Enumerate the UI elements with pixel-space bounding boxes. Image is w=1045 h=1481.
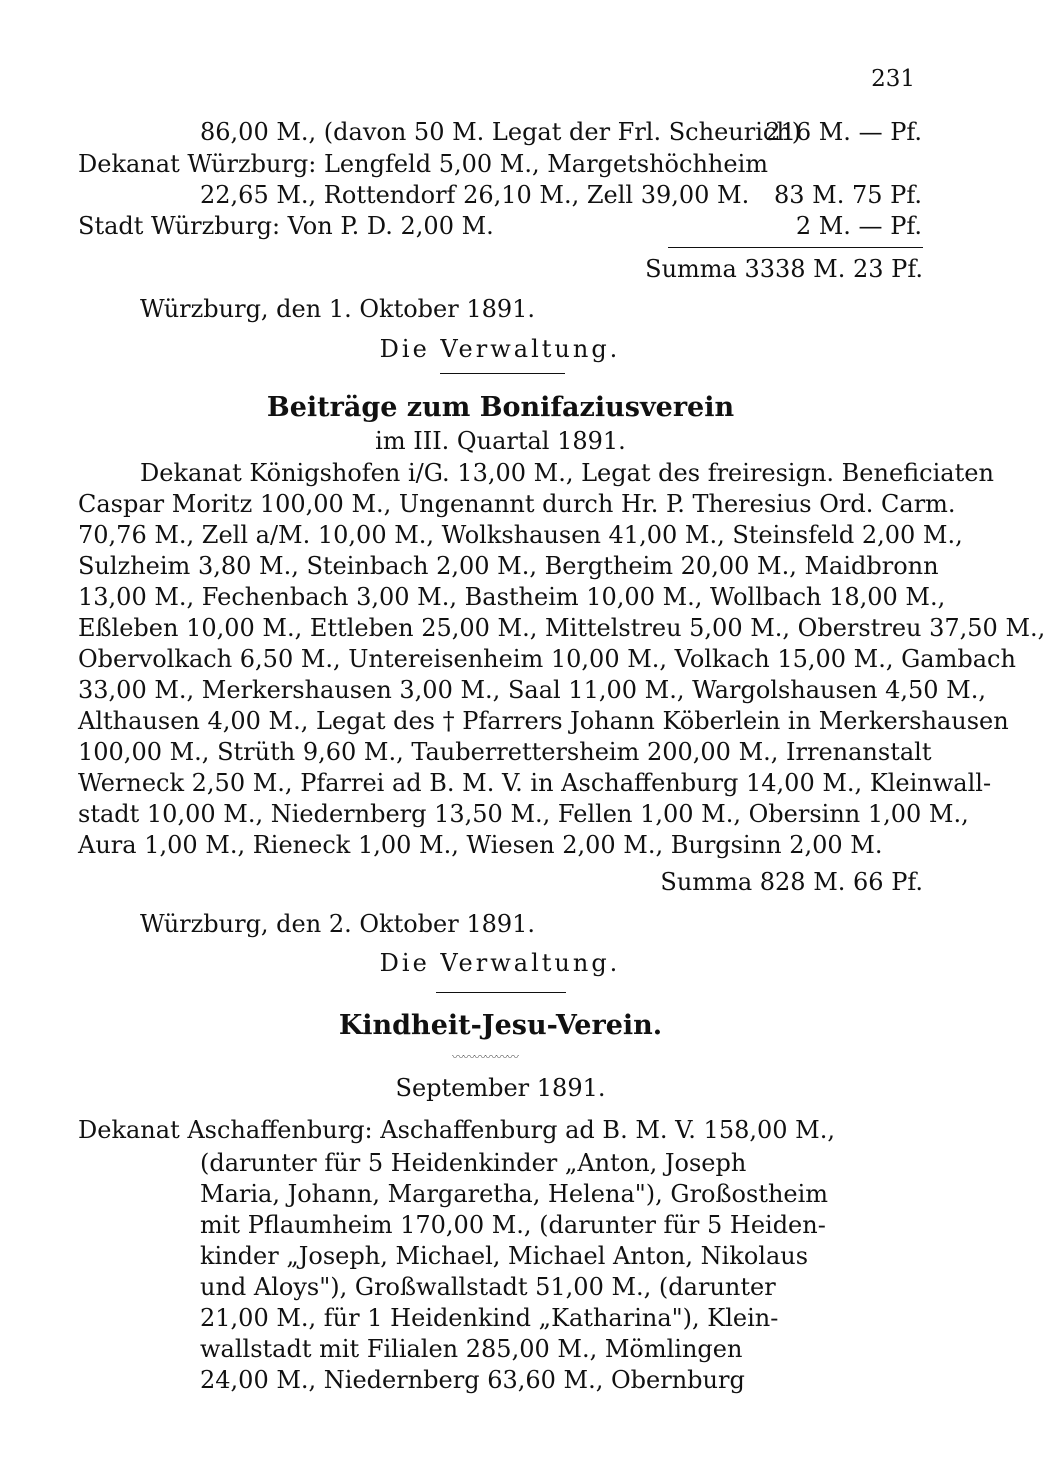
- section-title: Kindheit-Jesu-Verein.: [338, 1010, 663, 1041]
- text-line: Sulzheim 3,80 M., Steinbach 2,00 M., Bergtheim 20,00 M., Maidbronn: [78, 552, 939, 580]
- text-line: 33,00 M., Merkershausen 3,00 M., Saal 11,00 M., Wargolshausen 4,50 M.,: [78, 676, 986, 704]
- signature: Die Verwaltung.: [379, 949, 621, 977]
- entry-amount: 83 M. 75 Pf.: [774, 181, 922, 209]
- text-line: stadt 10,00 M., Niedernberg 13,50 M., Fellen 1,00 M., Obersinn 1,00 M.,: [78, 800, 969, 828]
- text-line: Werneck 2,50 M., Pfarrei ad B. M. V. in Aschaffenburg 14,00 M., Kleinwall-: [78, 769, 992, 797]
- section-title: Beiträge zum Bonifaziusverein: [266, 392, 735, 423]
- text-line: Obervolkach 6,50 M., Untereisenheim 10,00 M., Volkach 15,00 M., Gambach: [78, 645, 1016, 673]
- section-subtitle: im III. Quartal 1891.: [375, 427, 626, 455]
- text-line: wallstadt mit Filialen 285,00 M., Mömlingen: [200, 1335, 743, 1363]
- text-line: Maria, Johann, Margaretha, Helena"), Großostheim: [200, 1180, 829, 1208]
- section-divider: [436, 992, 566, 993]
- sum-rule: [668, 247, 923, 248]
- page-number: 231: [871, 66, 915, 92]
- text-line: Althausen 4,00 M., Legat des † Pfarrers Johann Köberlein in Merkershausen: [78, 707, 1009, 735]
- text-line: Dekanat Aschaffenburg: Aschaffenburg ad B. M. V. 158,00 M.,: [78, 1116, 835, 1144]
- text-line: 70,76 M., Zell a/M. 10,00 M., Wolkshausen 41,00 M., Steinsfeld 2,00 M.,: [78, 521, 963, 549]
- section-subtitle: September 1891.: [395, 1074, 606, 1102]
- text-line: 13,00 M., Fechenbach 3,00 M., Bastheim 10,00 M., Wollbach 18,00 M.,: [78, 583, 946, 611]
- section-divider: [440, 373, 565, 374]
- signature: Die Verwaltung.: [379, 335, 621, 363]
- text-line: Aura 1,00 M., Rieneck 1,00 M., Wiesen 2,00 M., Burgsinn 2,00 M.: [78, 831, 883, 859]
- date-line: Würzburg, den 2. Oktober 1891.: [140, 910, 536, 938]
- text-line: Dekanat Königshofen i/G. 13,00 M., Legat des freiresign. Beneficiaten: [140, 459, 994, 487]
- text-line: mit Pflaumheim 170,00 M., (darunter für 5 Heiden-: [200, 1211, 826, 1239]
- text-line: Eßleben 10,00 M., Ettleben 25,00 M., Mittelstreu 5,00 M., Oberstreu 37,50 M.,: [78, 614, 1045, 642]
- text-line: und Aloys"), Großwallstadt 51,00 M., (darunter: [200, 1273, 776, 1301]
- entry-line: 22,65 M., Rottendorf 26,10 M., Zell 39,00 M.: [200, 181, 750, 209]
- wavy-ornament: 〰〰〰〰〰〰: [452, 1050, 519, 1064]
- entry-amount: 2 M. — Pf.: [795, 212, 922, 240]
- entry-line: Stadt Würzburg: Von P. D. 2,00 M.: [78, 212, 494, 240]
- entry-line: Dekanat Würzburg: Lengfeld 5,00 M., Margetshöchheim: [78, 150, 768, 178]
- entry-amount: 216 M. — Pf.: [765, 118, 922, 146]
- summa-total: Summa 828 M. 66 Pf.: [660, 868, 923, 896]
- text-line: kinder „Joseph, Michael, Michael Anton, Nikolaus: [200, 1242, 809, 1270]
- entry-line: 86,00 M., (davon 50 M. Legat der Frl. Scheurich): [200, 118, 802, 146]
- text-line: Caspar Moritz 100,00 M., Ungenannt durch Hr. P. Theresius Ord. Carm.: [78, 490, 956, 518]
- text-line: 100,00 M., Strüth 9,60 M., Tauberrettersheim 200,00 M., Irrenanstalt: [78, 738, 932, 766]
- date-line: Würzburg, den 1. Oktober 1891.: [140, 295, 536, 323]
- summa-total: Summa 3338 M. 23 Pf.: [645, 255, 923, 283]
- text-line: (darunter für 5 Heidenkinder „Anton, Joseph: [200, 1149, 747, 1177]
- text-line: 24,00 M., Niedernberg 63,60 M., Obernburg: [200, 1366, 745, 1394]
- text-line: 21,00 M., für 1 Heidenkind „Katharina"), Klein-: [200, 1304, 779, 1332]
